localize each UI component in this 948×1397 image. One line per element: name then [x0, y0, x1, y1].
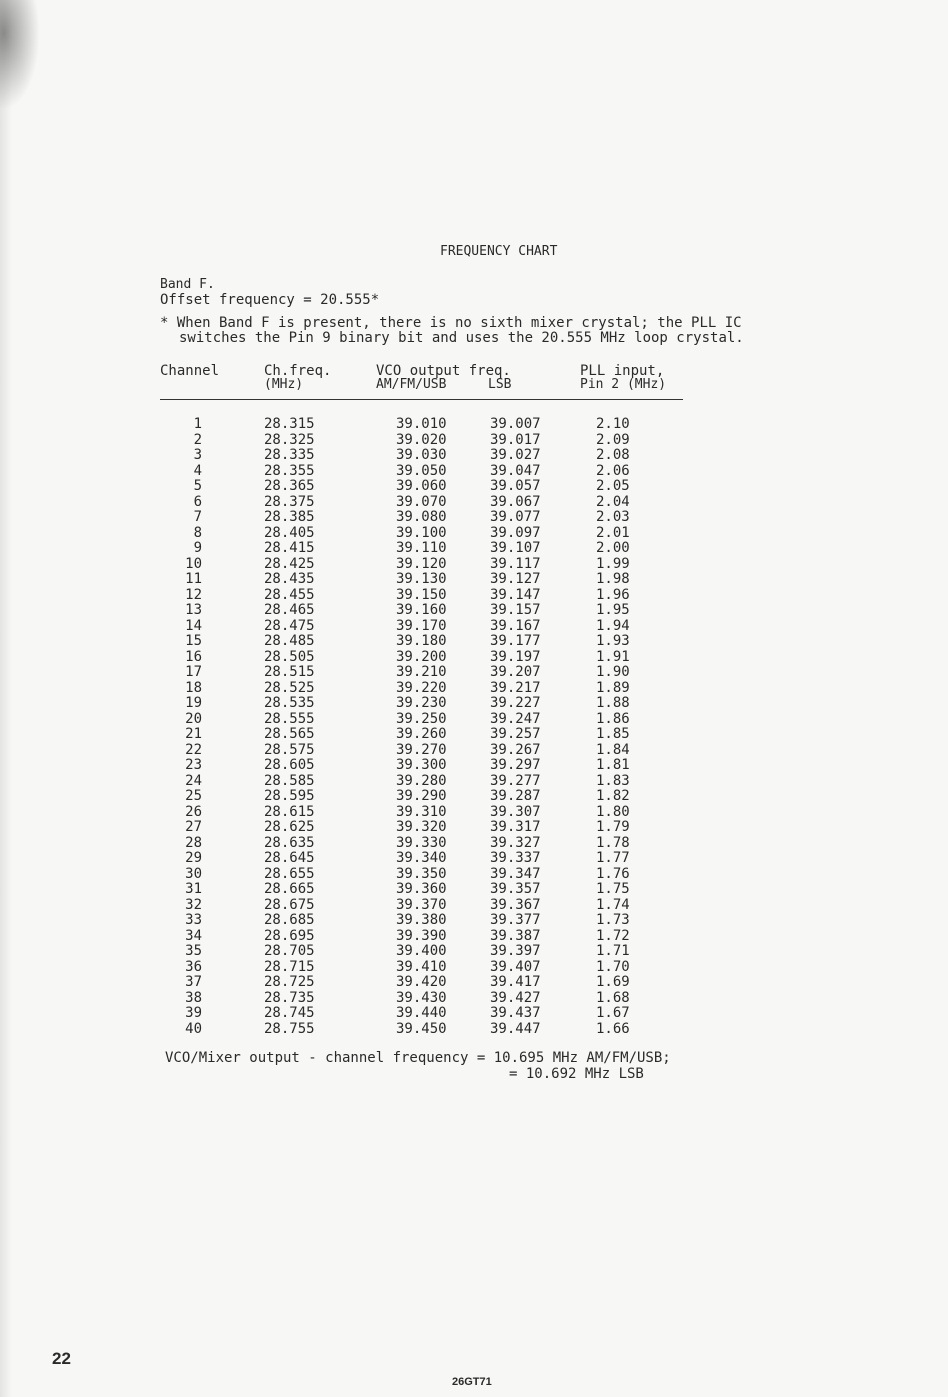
table-row: [160, 618, 720, 634]
pll-cell: 1.71: [596, 943, 630, 959]
lsb-cell: 39.407: [490, 958, 541, 975]
header-pll-sub: Pin 2 (MHz): [580, 377, 667, 392]
table-row: [160, 804, 720, 820]
table-row: [160, 866, 720, 882]
table-row: [160, 556, 720, 572]
pll-cell: 1.81: [596, 757, 630, 773]
channel-cell: 12: [185, 586, 202, 603]
header-chfreq: Ch.freq.: [264, 363, 332, 379]
chfreq-cell: 28.585: [264, 772, 315, 789]
vco-cell: 39.180: [396, 633, 447, 649]
header-pll: PLL input,: [580, 363, 665, 379]
channel-cell: 28: [185, 834, 202, 851]
pll-cell: 2.01: [596, 524, 630, 541]
channel-cell: 34: [185, 927, 202, 944]
channel-cell: 21: [185, 726, 202, 742]
pll-cell: 1.89: [596, 679, 630, 696]
table-row: [160, 447, 720, 463]
table-row: [160, 695, 720, 711]
lsb-cell: 39.077: [490, 509, 541, 525]
pll-cell: 1.80: [596, 803, 630, 820]
vco-cell: 39.250: [396, 710, 447, 727]
table-row: [160, 494, 720, 510]
chfreq-cell: 28.435: [264, 571, 315, 587]
pll-cell: 1.85: [596, 726, 630, 742]
lsb-cell: 39.437: [490, 1005, 541, 1021]
channel-cell: 33: [185, 912, 202, 928]
lsb-cell: 39.017: [490, 431, 541, 448]
channel-cell: 35: [185, 943, 202, 959]
pll-cell: 1.67: [596, 1005, 630, 1021]
chfreq-cell: 28.705: [264, 943, 315, 959]
channel-cell: 26: [185, 803, 202, 820]
table-row: [160, 416, 720, 432]
page-edge: [0, 0, 12, 1397]
pll-cell: 1.69: [596, 974, 630, 990]
vco-cell: 39.290: [396, 788, 447, 804]
channel-cell: 30: [185, 865, 202, 882]
pll-cell: 2.08: [596, 447, 630, 463]
vco-cell: 39.220: [396, 679, 447, 696]
lsb-cell: 39.397: [490, 943, 541, 959]
table-row: [160, 509, 720, 525]
vco-cell: 39.310: [396, 803, 447, 820]
channel-cell: 32: [185, 896, 202, 913]
pll-cell: 1.99: [596, 555, 630, 572]
model-code: 26GT71: [452, 1376, 492, 1388]
chfreq-cell: 28.725: [264, 974, 315, 990]
frequency-table: [160, 416, 720, 1036]
vco-cell: 39.350: [396, 865, 447, 882]
table-row: [160, 649, 720, 665]
scan-smudge: [0, 0, 40, 110]
vco-cell: 39.080: [396, 509, 447, 525]
formula-line-1: VCO/Mixer output - channel frequency = 10.695 MHz AM/FM/USB;: [165, 1050, 671, 1066]
table-row: [160, 990, 720, 1006]
lsb-cell: 39.197: [490, 648, 541, 665]
vco-cell: 39.420: [396, 974, 447, 990]
pll-cell: 1.95: [596, 602, 630, 618]
channel-cell: 10: [185, 555, 202, 572]
pll-cell: 1.94: [596, 617, 630, 634]
pll-cell: 1.75: [596, 881, 630, 897]
channel-cell: 22: [185, 741, 202, 758]
lsb-cell: 39.297: [490, 757, 541, 773]
lsb-cell: 39.147: [490, 586, 541, 603]
channel-cell: 4: [193, 462, 202, 479]
chfreq-cell: 28.325: [264, 431, 315, 448]
note-line-1: * When Band F is present, there is no sixth mixer crystal; the PLL IC: [160, 315, 742, 331]
channel-cell: 24: [185, 772, 202, 789]
vco-cell: 39.100: [396, 524, 447, 541]
header-vco-lsb: LSB: [488, 377, 512, 392]
vco-cell: 39.300: [396, 757, 447, 773]
vco-cell: 39.050: [396, 462, 447, 479]
table-row: [160, 525, 720, 541]
vco-cell: 39.210: [396, 664, 447, 680]
table-row: [160, 943, 720, 959]
table-row: [160, 711, 720, 727]
pll-cell: 1.74: [596, 896, 630, 913]
chfreq-cell: 28.685: [264, 912, 315, 928]
chfreq-cell: 28.735: [264, 989, 315, 1006]
vco-cell: 39.230: [396, 695, 447, 711]
channel-cell: 25: [185, 788, 202, 804]
table-row: [160, 757, 720, 773]
lsb-cell: 39.317: [490, 819, 541, 835]
channel-cell: 5: [193, 478, 202, 494]
vco-cell: 39.270: [396, 741, 447, 758]
chfreq-cell: 28.525: [264, 679, 315, 696]
formula-line-2: = 10.692 MHz LSB: [509, 1066, 644, 1082]
pll-cell: 1.79: [596, 819, 630, 835]
page-number: 22: [52, 1349, 71, 1368]
vco-cell: 39.120: [396, 555, 447, 572]
channel-cell: 19: [185, 695, 202, 711]
offset-frequency: Offset frequency = 20.555*: [160, 292, 380, 308]
table-row: [160, 1021, 720, 1037]
table-row: [160, 819, 720, 835]
pll-cell: 2.09: [596, 431, 630, 448]
lsb-cell: 39.247: [490, 710, 541, 727]
channel-cell: 9: [193, 540, 202, 556]
vco-cell: 39.150: [396, 586, 447, 603]
table-row: [160, 680, 720, 696]
table-row: [160, 432, 720, 448]
pll-cell: 1.86: [596, 710, 630, 727]
table-row: [160, 1005, 720, 1021]
table-row: [160, 742, 720, 758]
lsb-cell: 39.177: [490, 633, 541, 649]
chfreq-cell: 28.635: [264, 834, 315, 851]
vco-cell: 39.110: [396, 540, 447, 556]
pll-cell: 1.83: [596, 772, 630, 789]
lsb-cell: 39.107: [490, 540, 541, 556]
table-row: [160, 664, 720, 680]
table-row: [160, 850, 720, 866]
lsb-cell: 39.067: [490, 493, 541, 510]
pll-cell: 1.76: [596, 865, 630, 882]
table-row: [160, 788, 720, 804]
chfreq-cell: 28.555: [264, 710, 315, 727]
channel-cell: 15: [185, 633, 202, 649]
vco-cell: 39.280: [396, 772, 447, 789]
chfreq-cell: 28.465: [264, 602, 315, 618]
header-vco-am: AM/FM/USB: [376, 377, 447, 392]
channel-cell: 23: [185, 757, 202, 773]
chfreq-cell: 28.425: [264, 555, 315, 572]
chfreq-cell: 28.675: [264, 896, 315, 913]
vco-cell: 39.440: [396, 1005, 447, 1021]
vco-cell: 39.010: [396, 416, 447, 432]
pll-cell: 2.04: [596, 493, 630, 510]
vco-cell: 39.430: [396, 989, 447, 1006]
pll-cell: 2.06: [596, 462, 630, 479]
channel-cell: 17: [185, 664, 202, 680]
channel-cell: 11: [185, 571, 202, 587]
vco-cell: 39.410: [396, 958, 447, 975]
pll-cell: 1.93: [596, 633, 630, 649]
chfreq-cell: 28.755: [264, 1020, 315, 1037]
vco-cell: 39.330: [396, 834, 447, 851]
lsb-cell: 39.267: [490, 741, 541, 758]
lsb-cell: 39.207: [490, 664, 541, 680]
chfreq-cell: 28.455: [264, 586, 315, 603]
lsb-cell: 39.417: [490, 974, 541, 990]
lsb-cell: 39.047: [490, 462, 541, 479]
pll-cell: 2.00: [596, 540, 630, 556]
channel-cell: 37: [185, 974, 202, 990]
chfreq-cell: 28.715: [264, 958, 315, 975]
table-row: [160, 912, 720, 928]
vco-cell: 39.360: [396, 881, 447, 897]
table-row: [160, 928, 720, 944]
chfreq-cell: 28.625: [264, 819, 315, 835]
chfreq-cell: 28.335: [264, 447, 315, 463]
vco-cell: 39.450: [396, 1020, 447, 1037]
lsb-cell: 39.007: [490, 416, 541, 432]
pll-cell: 1.90: [596, 664, 630, 680]
table-row: [160, 897, 720, 913]
channel-cell: 1: [193, 416, 202, 432]
lsb-cell: 39.377: [490, 912, 541, 928]
lsb-cell: 39.347: [490, 865, 541, 882]
lsb-cell: 39.307: [490, 803, 541, 820]
pll-cell: 2.10: [596, 416, 630, 432]
header-rule: [160, 399, 683, 400]
vco-cell: 39.160: [396, 602, 447, 618]
chfreq-cell: 28.415: [264, 540, 315, 556]
channel-cell: 20: [185, 710, 202, 727]
chfreq-cell: 28.405: [264, 524, 315, 541]
table-row: [160, 602, 720, 618]
chfreq-cell: 28.595: [264, 788, 315, 804]
pll-cell: 1.78: [596, 834, 630, 851]
note-line-2: switches the Pin 9 binary bit and uses the 20.555 MHz loop crystal.: [179, 330, 744, 346]
lsb-cell: 39.157: [490, 602, 541, 618]
channel-cell: 2: [193, 431, 202, 448]
vco-cell: 39.400: [396, 943, 447, 959]
channel-cell: 38: [185, 989, 202, 1006]
lsb-cell: 39.167: [490, 617, 541, 634]
pll-cell: 1.70: [596, 958, 630, 975]
table-row: [160, 540, 720, 556]
chfreq-cell: 28.315: [264, 416, 315, 432]
channel-cell: 3: [193, 447, 202, 463]
lsb-cell: 39.117: [490, 555, 541, 572]
vco-cell: 39.200: [396, 648, 447, 665]
header-vco: VCO output freq.: [376, 363, 511, 379]
pll-cell: 1.77: [596, 850, 630, 866]
table-row: [160, 633, 720, 649]
channel-cell: 39: [185, 1005, 202, 1021]
vco-cell: 39.260: [396, 726, 447, 742]
page-title: FREQUENCY CHART: [440, 244, 558, 259]
chfreq-cell: 28.475: [264, 617, 315, 634]
chfreq-cell: 28.655: [264, 865, 315, 882]
vco-cell: 39.170: [396, 617, 447, 634]
vco-cell: 39.390: [396, 927, 447, 944]
channel-cell: 40: [185, 1020, 202, 1037]
pll-cell: 1.88: [596, 695, 630, 711]
vco-cell: 39.060: [396, 478, 447, 494]
band-label: Band F.: [160, 277, 215, 292]
vco-cell: 39.020: [396, 431, 447, 448]
table-row: [160, 478, 720, 494]
chfreq-cell: 28.565: [264, 726, 315, 742]
pll-cell: 1.96: [596, 586, 630, 603]
chfreq-cell: 28.615: [264, 803, 315, 820]
pll-cell: 1.73: [596, 912, 630, 928]
lsb-cell: 39.127: [490, 571, 541, 587]
table-row: [160, 773, 720, 789]
table-row: [160, 571, 720, 587]
table-row: [160, 974, 720, 990]
pll-cell: 1.72: [596, 927, 630, 944]
chfreq-cell: 28.365: [264, 478, 315, 494]
table-row: [160, 835, 720, 851]
vco-cell: 39.320: [396, 819, 447, 835]
vco-cell: 39.380: [396, 912, 447, 928]
channel-cell: 18: [185, 679, 202, 696]
channel-cell: 36: [185, 958, 202, 975]
channel-cell: 31: [185, 881, 202, 897]
table-row: [160, 881, 720, 897]
pll-cell: 1.68: [596, 989, 630, 1006]
table-row: [160, 959, 720, 975]
vco-cell: 39.370: [396, 896, 447, 913]
pll-cell: 1.82: [596, 788, 630, 804]
lsb-cell: 39.217: [490, 679, 541, 696]
pll-cell: 1.91: [596, 648, 630, 665]
chfreq-cell: 28.385: [264, 509, 315, 525]
lsb-cell: 39.367: [490, 896, 541, 913]
channel-cell: 14: [185, 617, 202, 634]
vco-cell: 39.340: [396, 850, 447, 866]
chfreq-cell: 28.575: [264, 741, 315, 758]
channel-cell: 7: [193, 509, 202, 525]
chfreq-cell: 28.605: [264, 757, 315, 773]
table-row: [160, 726, 720, 742]
chfreq-cell: 28.355: [264, 462, 315, 479]
vco-cell: 39.070: [396, 493, 447, 510]
vco-cell: 39.130: [396, 571, 447, 587]
channel-cell: 13: [185, 602, 202, 618]
lsb-cell: 39.337: [490, 850, 541, 866]
lsb-cell: 39.227: [490, 695, 541, 711]
lsb-cell: 39.427: [490, 989, 541, 1006]
pll-cell: 2.03: [596, 509, 630, 525]
lsb-cell: 39.097: [490, 524, 541, 541]
lsb-cell: 39.387: [490, 927, 541, 944]
lsb-cell: 39.057: [490, 478, 541, 494]
table-row: [160, 587, 720, 603]
chfreq-cell: 28.665: [264, 881, 315, 897]
pll-cell: 1.66: [596, 1020, 630, 1037]
header-chfreq-unit: (MHz): [264, 377, 304, 392]
vco-cell: 39.030: [396, 447, 447, 463]
chfreq-cell: 28.515: [264, 664, 315, 680]
pll-cell: 2.05: [596, 478, 630, 494]
pll-cell: 1.84: [596, 741, 630, 758]
chfreq-cell: 28.745: [264, 1005, 315, 1021]
lsb-cell: 39.447: [490, 1020, 541, 1037]
lsb-cell: 39.287: [490, 788, 541, 804]
channel-cell: 27: [185, 819, 202, 835]
channel-cell: 16: [185, 648, 202, 665]
channel-cell: 29: [185, 850, 202, 866]
header-channel: Channel: [160, 363, 220, 379]
chfreq-cell: 28.535: [264, 695, 315, 711]
lsb-cell: 39.357: [490, 881, 541, 897]
chfreq-cell: 28.485: [264, 633, 315, 649]
chfreq-cell: 28.695: [264, 927, 315, 944]
lsb-cell: 39.027: [490, 447, 541, 463]
lsb-cell: 39.277: [490, 772, 541, 789]
pll-cell: 1.98: [596, 571, 630, 587]
chfreq-cell: 28.645: [264, 850, 315, 866]
lsb-cell: 39.327: [490, 834, 541, 851]
channel-cell: 8: [193, 524, 202, 541]
chfreq-cell: 28.375: [264, 493, 315, 510]
chfreq-cell: 28.505: [264, 648, 315, 665]
lsb-cell: 39.257: [490, 726, 541, 742]
channel-cell: 6: [193, 493, 202, 510]
table-row: [160, 463, 720, 479]
